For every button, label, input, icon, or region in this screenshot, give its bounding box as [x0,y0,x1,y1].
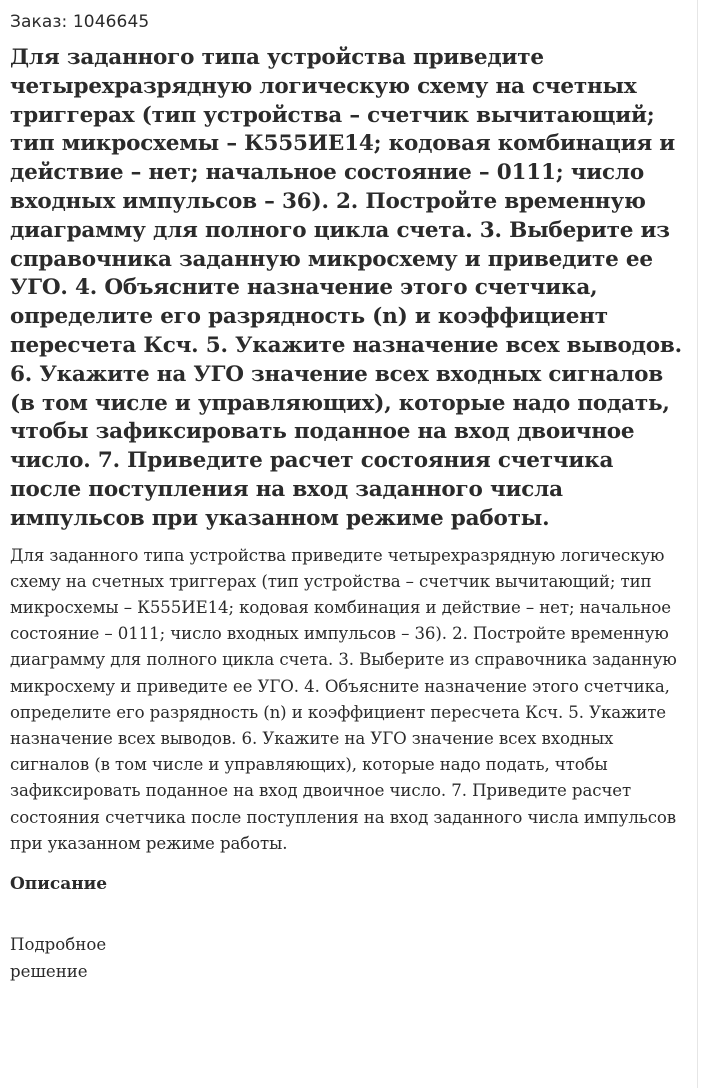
detailed-solution-text: Подробное решение [10,934,107,981]
order-number: Заказ: 1046645 [10,12,150,32]
description-heading: Описание [10,873,108,894]
task-body: Для заданного типа устройства приведите четырехразрядную логическую схему на счетных триггерах (тип устройства – счетчик вычитающий; тип микросхемы – К555ИЕ14; кодовая комбинация и действие – нет; начальное состояние – 0111; число входных импульсов – 36). 2. Постройте временную диаграмму для полного цикла счета. 3. Выберите из справочника заданную микросхему и приведите ее УГО. 4. Объясните назначение этого счетчика, определите его разрядность (n) и коэффициент пересчета Ксч. 5. Укажите назначение всех выводов. 6. Укажите на УГО значение всех входных сигналов (в том числе и управляющих), которые надо подать, чтобы зафиксировать поданное на вход двоичное число. 7. Приведите расчет состояния счетчика после поступления на вход заданного числа импульсов при указанном режиме работы. [10,545,677,853]
task-title: Для заданного типа устройства приведите четырехразрядную логическую схему на счетных триггерах (тип устройства – счетчик вычитающий; тип микросхемы – К555ИЕ14; кодовая комбинация и действие – нет; начальное состояние – 0111; число входных импульсов – 36). 2. Постройте временную диаграмму для полного цикла счета. 3. Выберите из справочника заданную микросхему и приведите ее УГО. 4. Объясните назначение этого счетчика, определите его разрядность (n) и коэффициент пересчета Ксч. 5. Укажите назначение всех выводов. 6. Укажите на УГО значение всех входных сигналов (в том числе и управляющих), которые надо подать, чтобы зафиксировать поданное на вход двоичное число. 7. Приведите расчет состояния счетчика после поступления на вход заданного числа импульсов при указанном режиме работы. [10,45,682,531]
